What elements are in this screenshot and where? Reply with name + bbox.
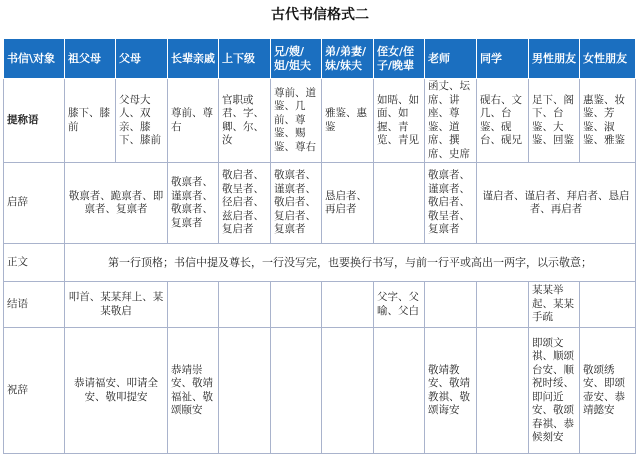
row-label: 正文 bbox=[4, 244, 65, 282]
table-cell: 敬靖教安、敬靖教祺、敬颂诲安 bbox=[425, 328, 477, 454]
row-label: 结语 bbox=[4, 282, 65, 328]
header-cell: 父母 bbox=[116, 39, 168, 79]
header-row bbox=[4, 39, 636, 79]
table-cell: 敬禀者、谨禀者、敬启者、敬呈者、复禀者 bbox=[425, 163, 477, 244]
table-cell bbox=[374, 328, 425, 454]
table-cell: 敬颂绣安、即颂壶安、恭靖懿安 bbox=[580, 328, 636, 454]
table-cell: 膝下、膝前 bbox=[65, 79, 116, 163]
header-cell: 长辈亲戚 bbox=[168, 39, 219, 79]
table-cell: 惠鉴、妆鉴、芳鉴、淑鉴、雅鉴 bbox=[580, 79, 636, 163]
table-cell bbox=[374, 163, 425, 244]
table-cell: 官职或君、字、卿、尔、汝 bbox=[219, 79, 271, 163]
table-cell: 父字、父喻、父白 bbox=[374, 282, 425, 328]
table-row-zhengwen bbox=[4, 244, 636, 282]
table-cell: 某某举起、某某手疏 bbox=[529, 282, 580, 328]
table-cell: 恳启者、再启者 bbox=[322, 163, 374, 244]
row-label: 祝辞 bbox=[4, 328, 65, 454]
table-cell: 足下、阁下、台鉴、大鉴、回鉴 bbox=[529, 79, 580, 163]
table-cell: 敬禀者、跪禀者、即禀者、复禀者 bbox=[65, 163, 168, 244]
table-cell: 敬禀者、谨禀者、敬禀者、复禀者 bbox=[168, 163, 219, 244]
table-cell: 第一行顶格；书信中提及尊长，一行没写完，也要换行书写，与前一行平或高出一两字，以示敬意； bbox=[65, 244, 636, 282]
table-cell: 尊前、道鉴、几前、尊鉴、赐鉴、尊右 bbox=[271, 79, 322, 163]
page-title: 古代书信格式二 bbox=[271, 7, 369, 23]
table-cell: 函丈、坛席、讲座、尊鉴、道席、撰席、史席 bbox=[425, 79, 477, 163]
header-cell: 女性朋友 bbox=[580, 39, 636, 79]
table-cell bbox=[580, 282, 636, 328]
header-cell: 祖父母 bbox=[65, 39, 116, 79]
header-cell: 书信\对象 bbox=[4, 39, 65, 79]
table-cell: 即颂文祺、顺颂台安、顺祝时绥、即问近安、敬颂春祺、恭候刻安 bbox=[529, 328, 580, 454]
table-cell: 叩首、某某拜上、某某敬启 bbox=[65, 282, 168, 328]
table-cell: 砚右、文几、台鉴、砚台、砚兄 bbox=[477, 79, 529, 163]
letter-format-table bbox=[3, 38, 636, 454]
header-cell: 弟/弟妻/妹/妹夫 bbox=[322, 39, 374, 79]
table-row-tichengyu bbox=[4, 79, 636, 163]
row-label: 提称语 bbox=[4, 79, 65, 163]
table-cell bbox=[219, 328, 271, 454]
table-cell: 尊前、尊右 bbox=[168, 79, 219, 163]
header-cell: 上下级 bbox=[219, 39, 271, 79]
table-cell bbox=[168, 282, 219, 328]
table-row-qici bbox=[4, 163, 636, 244]
table-cell: 恭靖崇安、敬靖福祉、敬颂颐安 bbox=[168, 328, 219, 454]
table-cell bbox=[477, 282, 529, 328]
table-cell: 如晤、如面、如握、青览、青见 bbox=[374, 79, 425, 163]
header-cell: 男性朋友 bbox=[529, 39, 580, 79]
header-cell: 侄女/侄子/晚辈 bbox=[374, 39, 425, 79]
table-cell bbox=[219, 282, 271, 328]
table-cell: 雅鉴、惠鉴 bbox=[322, 79, 374, 163]
header-cell: 老师 bbox=[425, 39, 477, 79]
table-row-jieyu bbox=[4, 282, 636, 328]
header-cell: 兄/嫂/姐/姐夫 bbox=[271, 39, 322, 79]
table-row-zhuci bbox=[4, 328, 636, 454]
table-cell bbox=[425, 282, 477, 328]
table-cell: 恭请福安、叩请全安、敬叩提安 bbox=[65, 328, 168, 454]
table-cell: 父母大人、双亲、膝下、膝前 bbox=[116, 79, 168, 163]
table-cell bbox=[322, 328, 374, 454]
header-cell: 同学 bbox=[477, 39, 529, 79]
table-cell bbox=[322, 282, 374, 328]
table-cell: 谨启者、谨启者、拜启者、恳启者、再启者 bbox=[477, 163, 636, 244]
table-cell bbox=[477, 328, 529, 454]
row-label: 启辞 bbox=[4, 163, 65, 244]
table-cell: 敬启者、敬呈者、径启者、兹启者、复启者 bbox=[219, 163, 271, 244]
table-cell: 敬禀者、谨禀者、敬启者、复启者、复禀者 bbox=[271, 163, 322, 244]
table-cell bbox=[271, 328, 322, 454]
table-cell bbox=[271, 282, 322, 328]
